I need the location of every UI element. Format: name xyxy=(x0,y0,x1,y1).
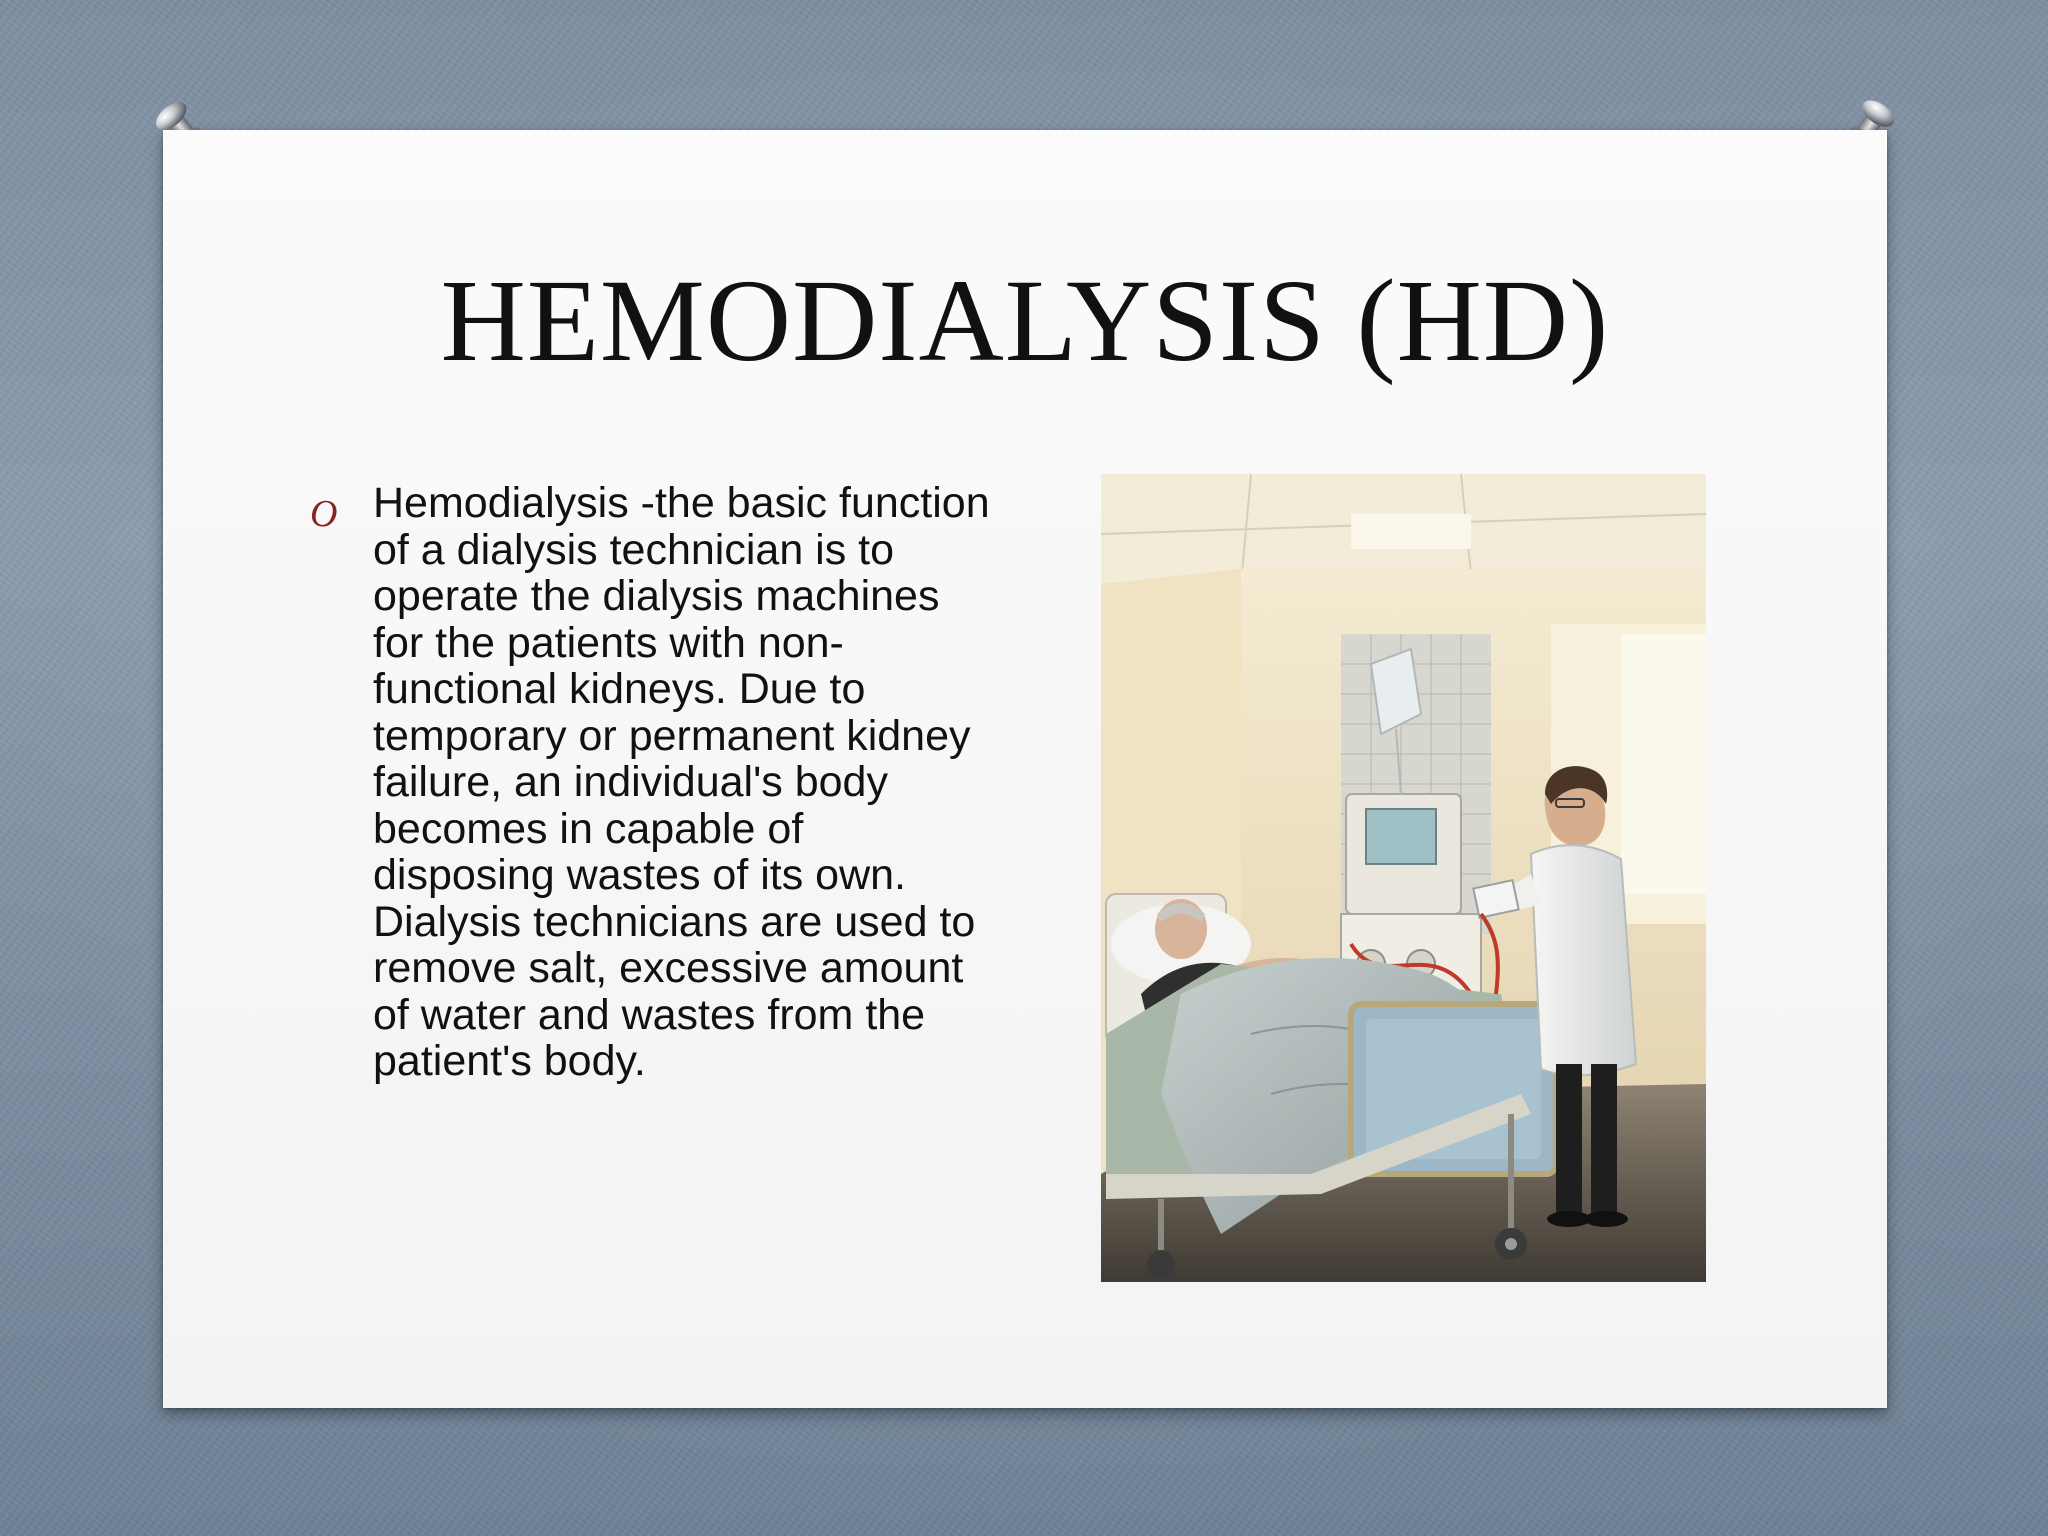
dialysis-room-photo xyxy=(1101,474,1706,1282)
bullet-text: Hemodialysis -the basic function of a dialysis technician is to operate the dialysis machines for the patients with non- functional kidneys. Due to temporary or permanent kidney failure, an individual's body becomes in capable of disposing wastes of its own. Dialysis technicians are used to remove salt, excessive amount of water and wastes from the patient's body. xyxy=(373,479,990,1085)
slide-title: HEMODIALYSIS (HD) xyxy=(440,255,1610,386)
bullet-marker-icon: O xyxy=(310,493,338,535)
